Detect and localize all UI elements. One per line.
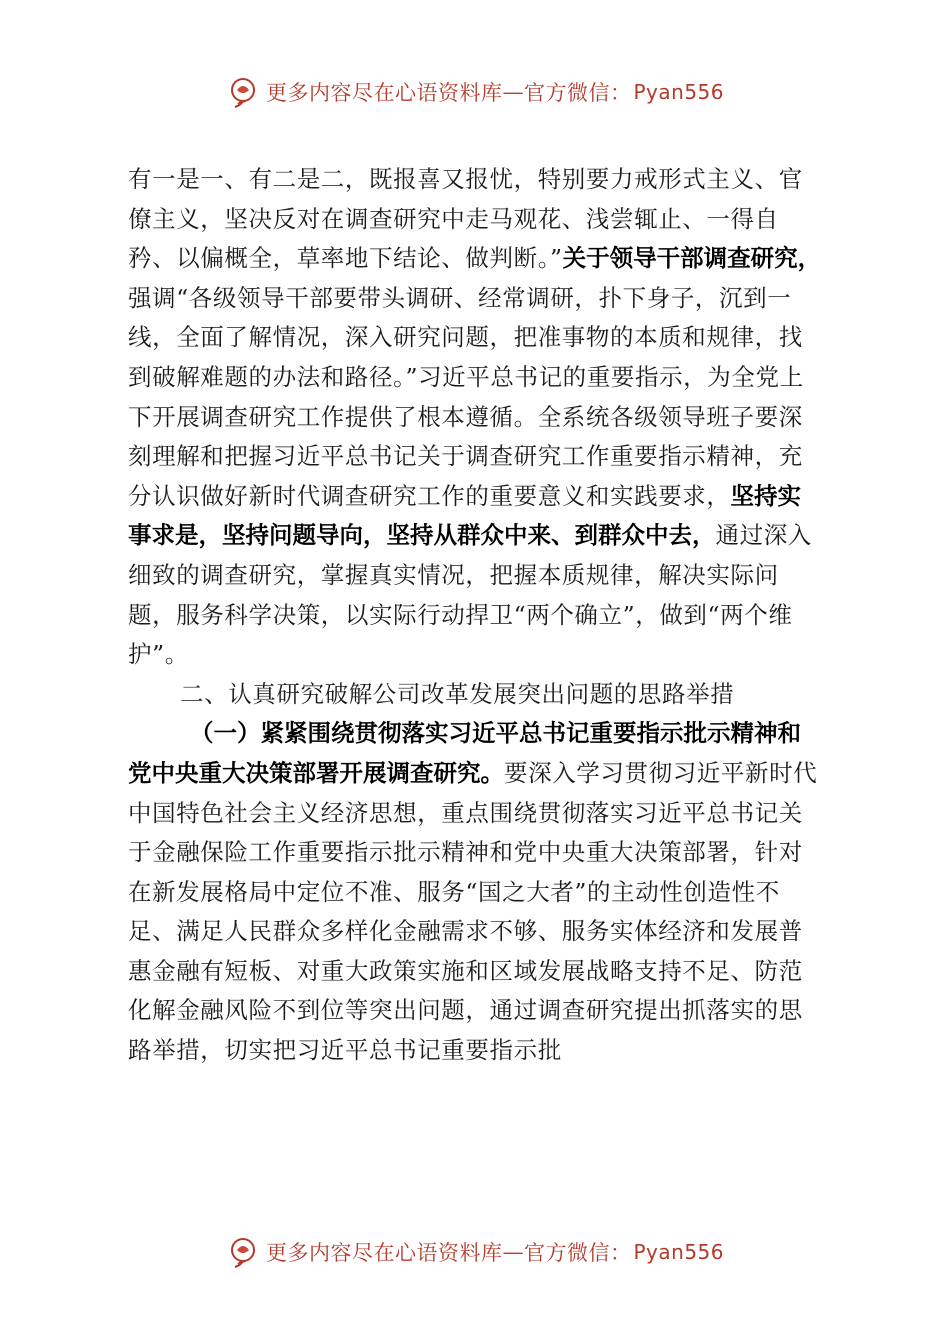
paragraph-2 <box>128 714 824 1070</box>
footer-banner <box>0 1232 950 1272</box>
rose-logo-icon <box>226 1235 260 1269</box>
p1-text-2: 强调“各级领导干部要带头调研、经常调研，扑下身子，沉到一线，全面了解情况，深入研究问题，把准事物的本质和规律，找到破解难题的办法和路径。”习近平总书记的重要指示，为全党上下开展调查研究工作提供了根本遵循。全系统各级领导班子要深刻理解和把握习近平总书记关于调查研究工作重要指示精神，充分认识做好新时代调查研究工作的重要意义和实践要求， <box>128 283 804 510</box>
banner-prefix: 更多内容尽在心语资料库 <box>265 81 503 105</box>
p1-bold-2: 坚持实事求是，坚持问题导向，坚持从群众中来、到群众中去， <box>128 481 801 550</box>
banner-dash: — <box>502 80 524 104</box>
header-banner <box>0 72 950 112</box>
document-body <box>128 160 824 1071</box>
p2-bold-1: （一）紧紧围绕贯彻落实习近平总书记重要指示批示精神和党中央重大决策部署开展调查研究。 <box>128 719 801 787</box>
p1-text-3: 通过深入细致的调查研究，掌握真实情况，把握本质规律，解决实际问题，服务科学决策，以实际行动捍卫“两个确立”，做到“两个维护”。 <box>128 521 812 669</box>
banner-prefix: 更多内容尽在心语资料库 <box>265 1241 503 1265</box>
section-heading: 二、认真研究破解公司改革发展突出问题的思路举措 <box>180 679 735 708</box>
rose-logo-icon <box>226 75 260 109</box>
banner-middle: 官方微信： <box>523 1241 632 1265</box>
banner-account: Pyan556 <box>633 1240 724 1264</box>
banner-account: Pyan556 <box>633 80 724 104</box>
banner-dash: — <box>502 1240 524 1264</box>
banner-middle: 官方微信： <box>523 81 632 105</box>
p1-text-1: 有一是一、有二是二，既报喜又报忧，特别要力戒形式主义、官僚主义，坚决反对在调查研究中走马观花、浅尝辄止、一得自矜、以偏概全，草率地下结论、做判断。” <box>128 165 803 273</box>
paragraph-1 <box>128 160 824 675</box>
p1-bold-1: 关于领导干部调查研究， <box>562 244 822 273</box>
p2-text-1: 要深入学习贯彻习近平新时代中国特色社会主义经济思想，重点围绕贯彻落实习近平总书记关于金融保险工作重要指示批示精神和党中央重大决策部署，针对在新发展格局中定位不准、服务“国之大者”的主动性创造性不足、满足人民群众多样化金融需求不够、服务实体经济和发展普惠金融有短板、对重大政策实施和区域发展战略支持不足、防范化解金融风险不到位等突出问题，通过调查研究提出抓落实的思路举措，切实把习近平总书记重要指示批 <box>128 758 818 1065</box>
